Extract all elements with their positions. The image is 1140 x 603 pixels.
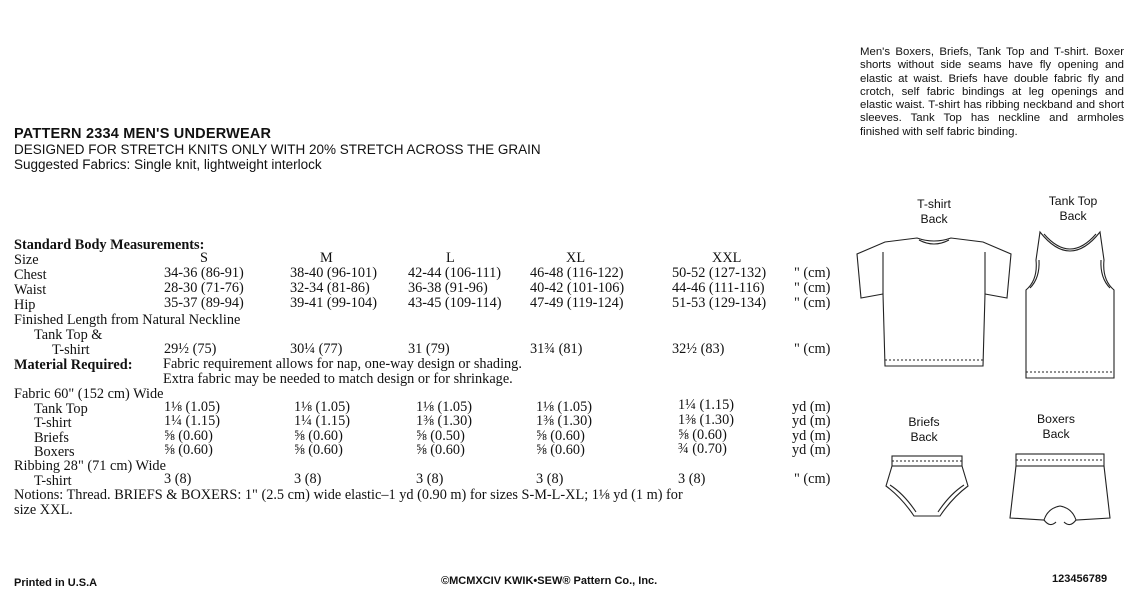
boxers-back-illustration bbox=[1008, 450, 1112, 530]
unit-cell: yd (m) bbox=[792, 442, 831, 458]
stretch-requirement: DESIGNED FOR STRETCH KNITS ONLY WITH 20% STRETCH ACROSS THE GRAIN bbox=[14, 142, 541, 157]
table-cell: 46-48 (116-122) bbox=[530, 265, 624, 281]
unit-cell: " (cm) bbox=[794, 265, 831, 281]
size-header-xl: XL bbox=[566, 250, 586, 266]
table-cell: 1¼ (1.15) bbox=[164, 413, 220, 429]
table-cell: 44-46 (111-116) bbox=[672, 280, 765, 296]
unit-cell: yd (m) bbox=[792, 399, 831, 415]
suggested-fabrics: Suggested Fabrics: Single knit, lightweight interlock bbox=[14, 157, 322, 172]
size-header-m: M bbox=[320, 250, 333, 266]
table-cell: 42-44 (106-111) bbox=[408, 265, 502, 281]
table-cell: 1⅛ (1.05) bbox=[416, 399, 472, 415]
row-label: Tank Top & bbox=[34, 327, 103, 343]
row-label: Chest bbox=[14, 267, 47, 283]
notions-text: size XXL. bbox=[14, 502, 73, 518]
table-cell: 39-41 (99-104) bbox=[290, 295, 377, 311]
table-cell: 1¼ (1.15) bbox=[294, 413, 350, 429]
table-cell: 32-34 (81-86) bbox=[290, 280, 370, 296]
table-cell: 30¼ (77) bbox=[290, 341, 343, 357]
table-cell: ⅝ (0.60) bbox=[416, 442, 465, 458]
table-cell: 1⅛ (1.05) bbox=[536, 399, 592, 415]
size-label: Size bbox=[14, 252, 39, 268]
table-cell: 31 (79) bbox=[408, 341, 450, 357]
row-label: T-shirt bbox=[52, 342, 90, 358]
table-cell: 34-36 (86-91) bbox=[164, 265, 244, 281]
unit-cell: " (cm) bbox=[794, 280, 831, 296]
table-cell: ⅝ (0.60) bbox=[536, 428, 585, 444]
tshirt-back-illustration bbox=[855, 232, 1013, 372]
table-cell: 1⅜ (1.30) bbox=[678, 412, 734, 428]
material-note: Fabric requirement allows for nap, one-way design or shading. bbox=[163, 356, 522, 372]
table-cell: 31¾ (81) bbox=[530, 341, 583, 357]
table-cell: 43-45 (109-114) bbox=[408, 295, 502, 311]
table-cell: ⅝ (0.60) bbox=[164, 428, 213, 444]
print-run-number: 123456789 bbox=[1052, 573, 1108, 585]
row-label: Waist bbox=[14, 282, 47, 298]
table-cell: ⅝ (0.60) bbox=[536, 442, 585, 458]
row-label: Briefs bbox=[34, 430, 69, 446]
printed-in: Printed in U.S.A bbox=[14, 577, 98, 589]
row-label: Boxers bbox=[34, 444, 75, 460]
material-note: Extra fabric may be needed to match design or for shrinkage. bbox=[163, 371, 513, 387]
table-cell: 50-52 (127-132) bbox=[672, 265, 767, 281]
garment-description: Men's Boxers, Briefs, Tank Top and T-shirt. Boxer shorts without side seams have fly opening and elastic at waist. Briefs have double fabric fly and crotch, self fabric bindings at leg openings and elastic waist. T-shirt has ribbing neckband and short sleeves. Tank Top has neckline and armholes finished with self fabric binding. bbox=[860, 46, 1124, 138]
unit-cell: yd (m) bbox=[792, 413, 831, 429]
table-cell: 32½ (83) bbox=[672, 341, 725, 357]
unit-cell: yd (m) bbox=[792, 428, 831, 444]
pattern-title: PATTERN 2334 MEN'S UNDERWEAR bbox=[14, 126, 272, 142]
tanktop-back-illustration bbox=[1022, 230, 1118, 380]
measurements-heading: Standard Body Measurements: bbox=[14, 237, 205, 253]
table-cell: ⅝ (0.60) bbox=[678, 427, 727, 443]
table-cell: 3 (8) bbox=[536, 471, 564, 487]
boxers-sketch-label: Boxers Back bbox=[1037, 412, 1075, 441]
table-cell: 1⅛ (1.05) bbox=[164, 399, 220, 415]
table-cell: ⅝ (0.60) bbox=[164, 442, 213, 458]
unit-cell: " (cm) bbox=[794, 295, 831, 311]
table-cell: 36-38 (91-96) bbox=[408, 280, 488, 296]
fabric-heading: Fabric 60" (152 cm) Wide bbox=[14, 386, 164, 402]
table-cell: 51-53 (129-134) bbox=[672, 295, 767, 311]
table-cell: 1⅜ (1.30) bbox=[416, 413, 472, 429]
table-cell: ⅝ (0.50) bbox=[416, 428, 465, 444]
copyright: ©MCMXCIV KWIK•SEW® Pattern Co., Inc. bbox=[441, 575, 658, 587]
notions-text: Notions: Thread. BRIEFS & BOXERS: 1" (2.5 cm) wide elastic–1 yd (0.90 m) for sizes S-M-L-XL; 1⅛ yd (1 m) for bbox=[14, 487, 683, 503]
table-cell: 40-42 (101-106) bbox=[530, 280, 625, 296]
briefs-back-illustration bbox=[884, 452, 970, 524]
row-label: Tank Top bbox=[34, 401, 88, 417]
row-label: T-shirt bbox=[34, 415, 72, 431]
row-label: T-shirt bbox=[34, 473, 72, 489]
row-label: Hip bbox=[14, 297, 36, 313]
table-cell: ¾ (0.70) bbox=[678, 441, 727, 457]
table-cell: 3 (8) bbox=[164, 471, 192, 487]
table-cell: 29½ (75) bbox=[164, 341, 217, 357]
table-cell: 3 (8) bbox=[294, 471, 322, 487]
size-header-l: L bbox=[446, 250, 455, 266]
table-cell: 47-49 (119-124) bbox=[530, 295, 624, 311]
table-cell: 3 (8) bbox=[416, 471, 444, 487]
table-cell: 1⅛ (1.05) bbox=[294, 399, 350, 415]
table-cell: 1¼ (1.15) bbox=[678, 397, 734, 413]
table-cell: 38-40 (96-101) bbox=[290, 265, 377, 281]
tanktop-sketch-label: Tank Top Back bbox=[1048, 194, 1098, 223]
unit-cell: " (cm) bbox=[794, 341, 831, 357]
table-cell: 3 (8) bbox=[678, 471, 706, 487]
size-header-s: S bbox=[200, 250, 208, 266]
material-heading: Material Required: bbox=[14, 357, 133, 373]
table-cell: ⅝ (0.60) bbox=[294, 442, 343, 458]
table-cell: ⅝ (0.60) bbox=[294, 428, 343, 444]
finished-length-heading: Finished Length from Natural Neckline bbox=[14, 312, 241, 328]
table-cell: 1⅜ (1.30) bbox=[536, 413, 592, 429]
briefs-sketch-label: Briefs Back bbox=[908, 415, 940, 444]
ribbing-heading: Ribbing 28" (71 cm) Wide bbox=[14, 458, 166, 474]
tshirt-sketch-label: T-shirt Back bbox=[917, 197, 951, 226]
size-header-xxl: XXL bbox=[712, 250, 742, 266]
table-cell: 35-37 (89-94) bbox=[164, 295, 244, 311]
unit-cell: " (cm) bbox=[794, 471, 831, 487]
table-cell: 28-30 (71-76) bbox=[164, 280, 244, 296]
